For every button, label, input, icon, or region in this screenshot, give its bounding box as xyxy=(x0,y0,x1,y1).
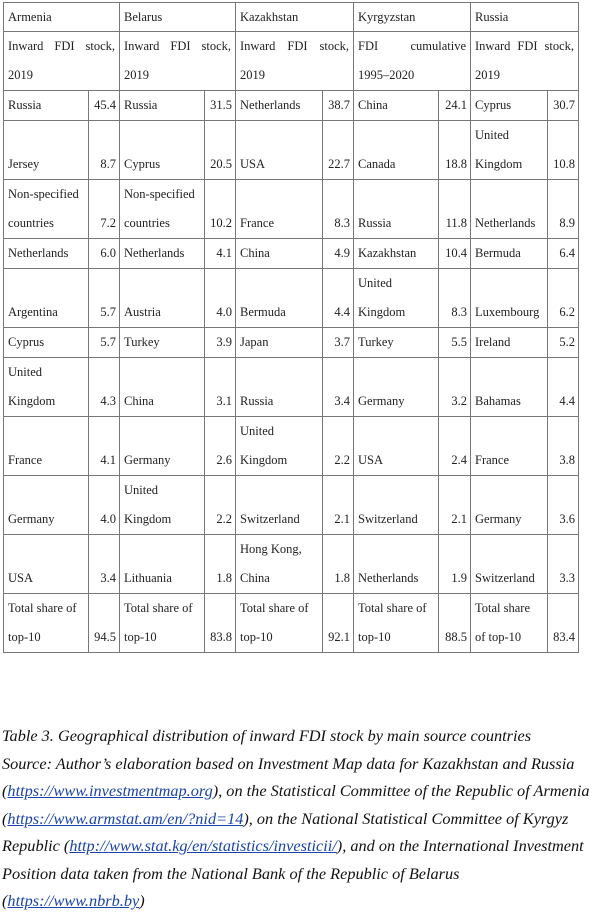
share-value-cell: 24.1 xyxy=(439,91,471,121)
share-value-cell: 8.3 xyxy=(439,269,471,328)
source-country-cell: Lithuania xyxy=(120,535,205,594)
table-row xyxy=(4,476,579,535)
source-country-cell: United Kingdom xyxy=(4,358,89,417)
table-row xyxy=(4,121,579,180)
share-value-cell: 2.1 xyxy=(439,476,471,535)
source-country-cell: USA xyxy=(354,417,439,476)
measure-year: 2019 xyxy=(475,68,500,82)
country-header: Belarus xyxy=(120,3,236,32)
caption-title: Table 3. Geographical distribution of inward FDI stock by main source countries xyxy=(2,726,532,745)
share-value-cell: 1.8 xyxy=(205,535,236,594)
total-row xyxy=(4,594,579,653)
source-text: Source: Author’s elaboration based on Investment Map data for Kazakhstan and Russia ( xyxy=(2,753,575,800)
share-value-cell: 30.7 xyxy=(548,91,579,121)
source-text: ), and on the International Investment Position data taken from the National Bank of the Republic of Belarus ( xyxy=(2,836,584,910)
source-country-cell: United Kingdom xyxy=(120,476,205,535)
source-country-cell: Bahamas xyxy=(471,358,548,417)
share-value-cell: 10.8 xyxy=(548,121,579,180)
source-country-cell: Germany xyxy=(4,476,89,535)
share-value-cell: 4.4 xyxy=(323,269,354,328)
table-row xyxy=(4,358,579,417)
table-caption xyxy=(2,722,600,915)
source-country-cell: Total share of top-10 xyxy=(471,594,548,653)
share-value-cell: 5.5 xyxy=(439,328,471,358)
share-value-cell: 2.4 xyxy=(439,417,471,476)
measure-header xyxy=(236,32,354,91)
fdi-table xyxy=(3,2,579,653)
measure-label: Inward FDI stock, xyxy=(8,39,115,53)
source-country-cell: Non-specified countries xyxy=(4,180,89,239)
share-value-cell: 4.4 xyxy=(548,358,579,417)
source-country-cell: Netherlands xyxy=(120,239,205,269)
source-country-cell: Russia xyxy=(354,180,439,239)
share-value-cell: 83.8 xyxy=(205,594,236,653)
share-value-cell: 20.5 xyxy=(205,121,236,180)
source-text: ) xyxy=(139,891,145,910)
source-country-cell: Russia xyxy=(4,91,89,121)
table-row xyxy=(4,269,579,328)
share-value-cell: 3.4 xyxy=(323,358,354,417)
source-country-cell: Cyprus xyxy=(120,121,205,180)
share-value-cell: 18.8 xyxy=(439,121,471,180)
source-country-cell: Kazakhstan xyxy=(354,239,439,269)
source-country-cell: Switzerland xyxy=(236,476,323,535)
share-value-cell: 45.4 xyxy=(89,91,120,121)
share-value-cell: 94.5 xyxy=(89,594,120,653)
source-country-cell: Russia xyxy=(236,358,323,417)
share-value-cell: 3.4 xyxy=(89,535,120,594)
source-country-cell: Total share of top-10 xyxy=(354,594,439,653)
source-country-cell: France xyxy=(4,417,89,476)
share-value-cell: 3.7 xyxy=(323,328,354,358)
armstat-link[interactable]: https://www.armstat.am/en/?nid=14 xyxy=(7,808,244,828)
share-value-cell: 83.4 xyxy=(548,594,579,653)
share-value-cell: 7.2 xyxy=(89,180,120,239)
source-country-cell: Bermuda xyxy=(471,239,548,269)
share-value-cell: 10.4 xyxy=(439,239,471,269)
share-value-cell: 5.7 xyxy=(89,269,120,328)
share-value-cell: 4.0 xyxy=(89,476,120,535)
measure-header xyxy=(354,32,471,91)
source-country-cell: Cyprus xyxy=(4,328,89,358)
source-country-cell: Switzerland xyxy=(471,535,548,594)
share-value-cell: 8.3 xyxy=(323,180,354,239)
share-value-cell: 3.6 xyxy=(548,476,579,535)
source-country-cell: China xyxy=(354,91,439,121)
share-value-cell: 4.3 xyxy=(89,358,120,417)
source-country-cell: Canada xyxy=(354,121,439,180)
country-header: Armenia xyxy=(4,3,120,32)
table-row xyxy=(4,91,579,121)
source-country-cell: Russia xyxy=(120,91,205,121)
source-country-cell: Non-specified countries xyxy=(120,180,205,239)
source-country-cell: Jersey xyxy=(4,121,89,180)
share-value-cell: 3.2 xyxy=(439,358,471,417)
table-row xyxy=(4,328,579,358)
source-country-cell: Total share of top-10 xyxy=(4,594,89,653)
nbrb-link[interactable]: https://www.nbrb.by xyxy=(7,891,140,910)
table-row xyxy=(4,180,579,239)
source-country-cell: Total share of top-10 xyxy=(120,594,205,653)
share-value-cell: 4.1 xyxy=(89,417,120,476)
share-value-cell: 6.0 xyxy=(89,239,120,269)
share-value-cell: 4.1 xyxy=(205,239,236,269)
share-value-cell: 1.9 xyxy=(439,535,471,594)
source-country-cell: Ireland xyxy=(471,328,548,358)
source-country-cell: Germany xyxy=(120,417,205,476)
source-country-cell: Switzerland xyxy=(354,476,439,535)
source-country-cell: Argentina xyxy=(4,269,89,328)
share-value-cell: 3.8 xyxy=(548,417,579,476)
table-row xyxy=(4,535,579,594)
source-country-cell: Netherlands xyxy=(4,239,89,269)
share-value-cell: 6.2 xyxy=(548,269,579,328)
country-header-row xyxy=(4,3,579,32)
share-value-cell: 2.2 xyxy=(205,476,236,535)
share-value-cell: 8.9 xyxy=(548,180,579,239)
source-country-cell: Total share of top-10 xyxy=(236,594,323,653)
share-value-cell: 88.5 xyxy=(439,594,471,653)
share-value-cell: 8.7 xyxy=(89,121,120,180)
share-value-cell: 2.2 xyxy=(323,417,354,476)
measure-label: FDI cumulative xyxy=(358,39,466,53)
source-country-cell: Bermuda xyxy=(236,269,323,328)
share-value-cell: 3.1 xyxy=(205,358,236,417)
source-country-cell: USA xyxy=(236,121,323,180)
source-country-cell: United Kingdom xyxy=(354,269,439,328)
country-header: Kazakhstan xyxy=(236,3,354,32)
source-text: ), on the National Statistical Committee of Kyrgyz Republic ( xyxy=(2,808,569,855)
source-country-cell: Cyprus xyxy=(471,91,548,121)
source-country-cell: Austria xyxy=(120,269,205,328)
country-header: Kyrgyzstan xyxy=(354,3,471,32)
table-row xyxy=(4,417,579,476)
share-value-cell: 10.2 xyxy=(205,180,236,239)
caption-source xyxy=(2,750,600,915)
source-country-cell: Turkey xyxy=(120,328,205,358)
source-country-cell: Germany xyxy=(354,358,439,417)
measure-header-row xyxy=(4,32,579,91)
share-value-cell: 11.8 xyxy=(439,180,471,239)
share-value-cell: 38.7 xyxy=(323,91,354,121)
source-country-cell: Netherlands xyxy=(236,91,323,121)
measure-label: Inward FDI stock, xyxy=(124,39,231,53)
source-country-cell: United Kingdom xyxy=(471,121,548,180)
share-value-cell: 92.1 xyxy=(323,594,354,653)
source-country-cell: France xyxy=(471,417,548,476)
share-value-cell: 2.6 xyxy=(205,417,236,476)
source-country-cell: Netherlands xyxy=(354,535,439,594)
measure-year: 2019 xyxy=(240,68,265,82)
measure-header xyxy=(120,32,236,91)
source-country-cell: Turkey xyxy=(354,328,439,358)
source-country-cell: Hong Kong, China xyxy=(236,535,323,594)
source-country-cell: Japan xyxy=(236,328,323,358)
source-country-cell: China xyxy=(236,239,323,269)
share-value-cell: 5.7 xyxy=(89,328,120,358)
source-country-cell: United Kingdom xyxy=(236,417,323,476)
share-value-cell: 6.4 xyxy=(548,239,579,269)
share-value-cell: 4.9 xyxy=(323,239,354,269)
source-country-cell: France xyxy=(236,180,323,239)
table-row xyxy=(4,239,579,269)
share-value-cell: 2.1 xyxy=(323,476,354,535)
investmentmap-link[interactable]: https://www.investmentmap.org xyxy=(7,781,213,800)
measure-header xyxy=(4,32,120,91)
share-value-cell: 1.8 xyxy=(323,535,354,594)
source-country-cell: Luxembourg xyxy=(471,269,548,328)
stat-kg-link[interactable]: http://www.stat.kg/en/statistics/investicii/ xyxy=(69,836,337,855)
measure-label: Inward FDI stock, xyxy=(475,39,574,53)
measure-year: 2019 xyxy=(124,68,149,82)
source-country-cell: Netherlands xyxy=(471,180,548,239)
country-header: Russia xyxy=(471,3,579,32)
measure-year: 2019 xyxy=(8,68,33,82)
source-country-cell: Germany xyxy=(471,476,548,535)
source-text: ), on the Statistical Committee of the Republic of Armenia ( xyxy=(2,781,590,828)
measure-year: 1995–2020 xyxy=(358,68,415,82)
share-value-cell: 31.5 xyxy=(205,91,236,121)
share-value-cell: 3.9 xyxy=(205,328,236,358)
share-value-cell: 22.7 xyxy=(323,121,354,180)
measure-header xyxy=(471,32,579,91)
share-value-cell: 5.2 xyxy=(548,328,579,358)
share-value-cell: 3.3 xyxy=(548,535,579,594)
share-value-cell: 4.0 xyxy=(205,269,236,328)
measure-label: Inward FDI stock, xyxy=(240,39,349,53)
source-country-cell: China xyxy=(120,358,205,417)
source-country-cell: USA xyxy=(4,535,89,594)
